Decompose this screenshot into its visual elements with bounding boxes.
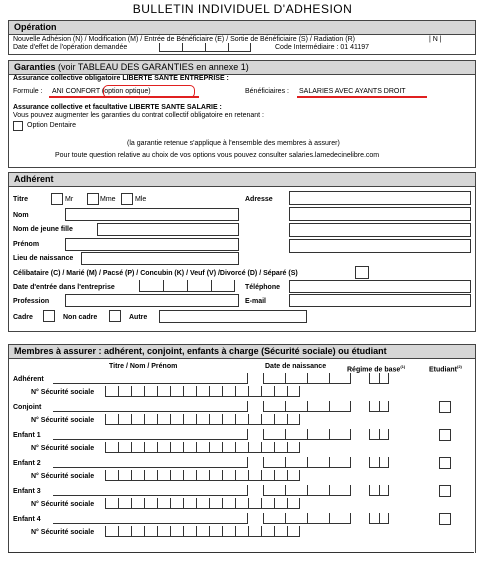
bottom-rule (8, 552, 474, 553)
member-secu-field[interactable] (105, 526, 300, 537)
member-label: Enfant 1 (13, 432, 41, 439)
operation-code-value: | N | (429, 36, 442, 43)
col-regime-text: Régime de base (347, 366, 401, 374)
prenom-label: Prénom (13, 241, 40, 248)
mr-label: Mr (65, 196, 74, 203)
operation-types-text: Nouvelle Adhésion (N) / Modification (M) / Entrée de Bénéficiaire (E) / Sortie de Bénéficiaire (S) / Radiation (R) (13, 36, 355, 43)
adresse-field-1[interactable] (289, 191, 471, 205)
nom-jeune-fille-field[interactable] (97, 223, 239, 236)
col-etudiant-note: (2) (457, 364, 462, 369)
member-name-field[interactable] (53, 457, 248, 468)
telephone-field[interactable] (289, 280, 471, 293)
profession-field[interactable] (65, 294, 239, 307)
member-name-field[interactable] (53, 429, 248, 440)
member-birthdate-field[interactable] (263, 373, 351, 384)
member-secu-field[interactable] (105, 470, 300, 481)
nom-field[interactable] (65, 208, 239, 221)
membres-section (8, 344, 476, 553)
member-regime-field[interactable] (369, 401, 389, 412)
garanties-header-title: Garanties (14, 62, 56, 72)
member-etudiant-checkbox[interactable] (439, 401, 451, 413)
situation-field[interactable] (355, 266, 369, 279)
member-name-field[interactable] (53, 401, 248, 412)
collective-title: Assurance collective obligatoire LIBERTE SANTE ENTREPRISE : (13, 75, 229, 82)
member-etudiant-checkbox[interactable] (439, 429, 451, 441)
nom-label: Nom (13, 212, 29, 219)
formule-label: Formule : (13, 88, 43, 95)
nom-jeune-fille-label: Nom de jeune fille (13, 226, 73, 233)
effective-date-field[interactable] (159, 43, 251, 52)
adherent-header: Adhérent (9, 173, 475, 187)
member-secu-label: N° Sécurité sociale (31, 501, 95, 508)
member-birthdate-field[interactable] (263, 485, 351, 496)
member-etudiant-checkbox[interactable] (439, 485, 451, 497)
email-field[interactable] (289, 294, 471, 307)
adresse-field-3[interactable] (289, 223, 471, 237)
member-secu-field[interactable] (105, 442, 300, 453)
membres-header: Membres à assurer : adhérent, conjoint, enfants à charge (Sécurité sociale) ou étudiant (9, 345, 475, 359)
member-regime-field[interactable] (369, 373, 389, 384)
member-secu-label: N° Sécurité sociale (31, 389, 95, 396)
formule-value: ANI CONFORT (option optique) (52, 88, 151, 95)
beneficiaires-underline (297, 96, 427, 98)
date-entree-field[interactable] (139, 280, 235, 292)
document-title: BULLETIN INDIVIDUEL D'ADHESION (132, 2, 353, 16)
mme-label: Mme (100, 196, 116, 203)
operation-section (8, 20, 476, 55)
intermediary-code: Code Intermédiaire : 01 41197 (275, 44, 370, 51)
member-secu-field[interactable] (105, 498, 300, 509)
date-entree-label: Date d'entrée dans l'entreprise (13, 284, 115, 291)
member-name-field[interactable] (53, 513, 248, 524)
adherent-section (8, 172, 476, 332)
facultative-text: Vous pouvez augmenter les garanties du contrat collectif obligatoire en retenant : (13, 112, 264, 119)
member-label: Conjoint (13, 404, 42, 411)
beneficiaires-value: SALARIES AVEC AYANTS DROIT (299, 88, 406, 95)
effective-date-label: Date d'effet de l'opération demandée (13, 44, 128, 51)
email-label: E-mail (245, 298, 267, 305)
member-regime-field[interactable] (369, 429, 389, 440)
non-cadre-label: Non cadre (63, 314, 98, 321)
member-label: Enfant 2 (13, 460, 41, 467)
question-note: Pour toute question relative au choix de vos options vous pouvez consulter salaries.lamedecinelibre.com (55, 152, 380, 159)
member-etudiant-checkbox[interactable] (439, 457, 451, 469)
telephone-label: Téléphone (245, 284, 281, 291)
member-birthdate-field[interactable] (263, 429, 351, 440)
situation-label: Célibataire (C) / Marié (M) / Pacsé (P) / Concubin (K) / Veuf (V) /Divorcé (D) / Séparé (S) (13, 270, 298, 277)
member-label: Adhérent (13, 376, 44, 383)
member-birthdate-field[interactable] (263, 401, 351, 412)
prenom-field[interactable] (65, 238, 239, 251)
member-birthdate-field[interactable] (263, 513, 351, 524)
applied-note: (la garantie retenue s'applique à l'ensemble des membres à assurer) (127, 140, 340, 147)
member-regime-field[interactable] (369, 457, 389, 468)
garanties-header-note: (voir TABLEAU DES GARANTIES en annexe 1) (58, 62, 249, 72)
option-dentaire-label: Option Dentaire (27, 122, 77, 129)
cadre-checkbox[interactable] (43, 310, 55, 322)
col-name-header: Titre / Nom / Prénom (109, 363, 178, 370)
garanties-section (8, 60, 476, 168)
member-regime-field[interactable] (369, 485, 389, 496)
col-regime-note: (1) (400, 364, 406, 369)
col-birth-header: Date de naissance (265, 363, 327, 370)
adresse-field-2[interactable] (289, 207, 471, 221)
member-secu-field[interactable] (105, 386, 300, 397)
adresse-field-4[interactable] (289, 239, 471, 253)
mme-checkbox[interactable] (87, 193, 99, 205)
formule-underline (49, 96, 199, 98)
member-regime-field[interactable] (369, 513, 389, 524)
member-label: Enfant 3 (13, 488, 41, 495)
profession-label: Profession (13, 298, 50, 305)
member-name-field[interactable] (53, 485, 248, 496)
lieu-naissance-field[interactable] (81, 252, 239, 265)
facultative-title: Assurance collective et facultative LIBERTE SANTE SALARIE : (13, 104, 222, 111)
adresse-label: Adresse (245, 196, 273, 203)
cadre-label: Cadre (13, 314, 33, 321)
non-cadre-checkbox[interactable] (109, 310, 121, 322)
member-secu-label: N° Sécurité sociale (31, 445, 95, 452)
mr-checkbox[interactable] (51, 193, 63, 205)
member-name-field[interactable] (53, 373, 248, 384)
option-dentaire-checkbox[interactable] (13, 121, 23, 131)
titre-label: Titre (13, 196, 29, 203)
col-etudiant-header (429, 362, 462, 374)
autre-field[interactable] (159, 310, 307, 323)
member-secu-label: N° Sécurité sociale (31, 473, 95, 480)
mle-label: Mle (135, 196, 147, 203)
operation-header: Opération (9, 21, 475, 35)
member-birthdate-field[interactable] (263, 457, 351, 468)
member-etudiant-checkbox[interactable] (439, 513, 451, 525)
autre-label: Autre (129, 314, 148, 321)
member-label: Enfant 4 (13, 516, 41, 523)
col-etudiant-text: Etudiant (429, 366, 457, 374)
lieu-naissance-label: Lieu de naissance (13, 255, 74, 262)
member-secu-label: N° Sécurité sociale (31, 529, 95, 536)
garanties-header (9, 61, 475, 75)
mle-checkbox[interactable] (121, 193, 133, 205)
beneficiaires-label: Bénéficiaires : (245, 88, 289, 95)
member-secu-label: N° Sécurité sociale (31, 417, 95, 424)
member-secu-field[interactable] (105, 414, 300, 425)
